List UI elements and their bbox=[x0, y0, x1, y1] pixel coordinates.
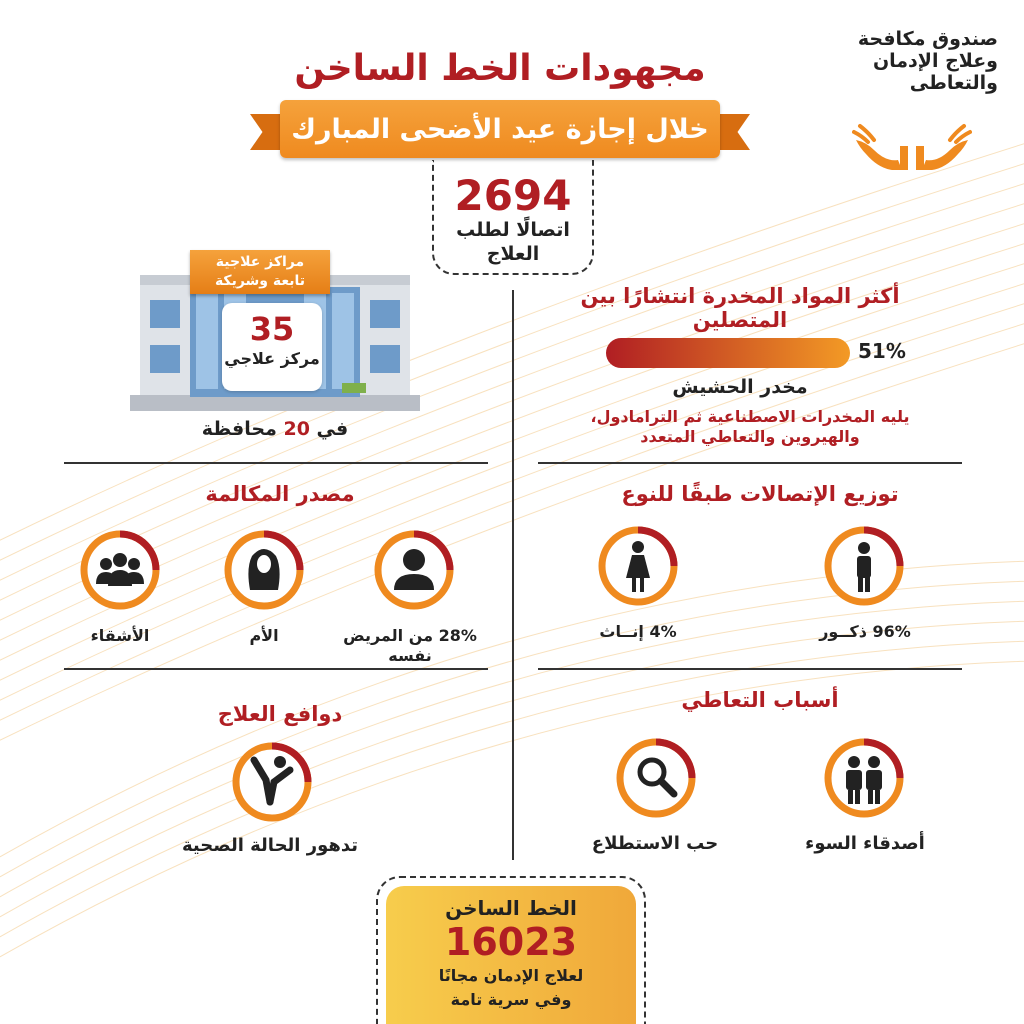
page-title: مجهودات الخط الساخن bbox=[294, 48, 706, 89]
bad-friends-label: أصدقاء السوء bbox=[805, 833, 925, 854]
patient-ring bbox=[372, 528, 456, 612]
drug-note-line1: يليه المخدرات الاصطناعية ثم الترامادول، bbox=[590, 407, 910, 426]
patient-label-line2: نفسه bbox=[388, 646, 432, 665]
hotline-number: 16023 bbox=[444, 920, 578, 964]
divider-left-1 bbox=[64, 462, 488, 464]
logo-line1: صندوق مكافحة bbox=[857, 28, 998, 50]
patient-label-line1: 28% من المريض bbox=[343, 626, 477, 645]
centers-card bbox=[222, 303, 322, 391]
drugs-title: أكثر المواد المخدرة انتشارًا بين المتصلين bbox=[580, 284, 900, 332]
hotline-panel bbox=[386, 886, 636, 1024]
calls-label-line1: اتصالًا لطلب bbox=[456, 219, 570, 241]
drug-percent: 51% bbox=[858, 339, 906, 363]
divider-right-2 bbox=[538, 668, 962, 670]
drug-percent-bar bbox=[606, 338, 850, 368]
drug-name: مخدر الحشيش bbox=[672, 376, 808, 398]
drug-note bbox=[560, 407, 940, 447]
gov-prefix: في bbox=[316, 418, 349, 440]
calls-box bbox=[432, 160, 594, 275]
drug-note-line2: والهيروين والتعاطي المتعدد bbox=[640, 427, 860, 446]
mother-icon bbox=[248, 549, 279, 590]
centers-sign-line2: تابعة وشريكة bbox=[214, 273, 306, 289]
centers-label: مركز علاجي bbox=[224, 349, 320, 368]
female-label: 4% إنــاث bbox=[599, 622, 677, 641]
hotline-line1: لعلاج الإدمان مجانًا bbox=[438, 966, 584, 985]
siblings-ring bbox=[78, 528, 162, 612]
health-ring bbox=[230, 740, 314, 824]
motives-title: دوافع العلاج bbox=[217, 702, 343, 726]
male-ring bbox=[822, 524, 906, 608]
centers-number: 35 bbox=[249, 310, 295, 348]
siblings-label: الأشقاء bbox=[90, 626, 150, 645]
centers-sign-line1: مراكز علاجية bbox=[215, 254, 305, 270]
patient-label bbox=[330, 626, 490, 666]
hotline-box bbox=[376, 876, 646, 1024]
male-label: 96% ذكــور bbox=[819, 622, 911, 641]
hotline-line2: وفي سرية تامة bbox=[450, 990, 572, 1009]
logo-line2: وعلاج الإدمان bbox=[872, 50, 998, 72]
gov-suffix: محافظة bbox=[201, 418, 277, 440]
caller-source-title: مصدر المكالمة bbox=[205, 482, 355, 506]
mother-label: الأم bbox=[249, 626, 279, 645]
gov-number: 20 bbox=[283, 418, 310, 440]
vertical-divider bbox=[512, 290, 514, 860]
ribbon-subtitle: خلال إجازة عيد الأضحى المبارك bbox=[280, 100, 720, 158]
calls-number: 2694 bbox=[454, 171, 572, 220]
gender-title: توزيع الإتصالات طبقًا للنوع bbox=[621, 482, 899, 506]
fund-logo bbox=[838, 28, 998, 168]
divider-left-2 bbox=[64, 668, 488, 670]
curiosity-ring bbox=[614, 736, 698, 820]
curiosity-label: حب الاستطلاع bbox=[591, 833, 719, 854]
calls-label-line2: العلاج bbox=[486, 243, 540, 265]
centers-sign bbox=[190, 250, 330, 294]
governorates-text bbox=[150, 418, 400, 440]
hotline-title: الخط الساخن bbox=[445, 896, 577, 920]
logo-line3: والتعاطى bbox=[909, 72, 998, 94]
friends-ring bbox=[822, 736, 906, 820]
health-label: تدهور الحالة الصحية bbox=[181, 835, 359, 856]
causes-title: أسباب التعاطي bbox=[681, 688, 839, 712]
divider-right-1 bbox=[538, 462, 962, 464]
subtitle-ribbon bbox=[250, 100, 750, 158]
hands-icon bbox=[852, 120, 972, 170]
mother-ring bbox=[222, 528, 306, 612]
female-ring bbox=[596, 524, 680, 608]
